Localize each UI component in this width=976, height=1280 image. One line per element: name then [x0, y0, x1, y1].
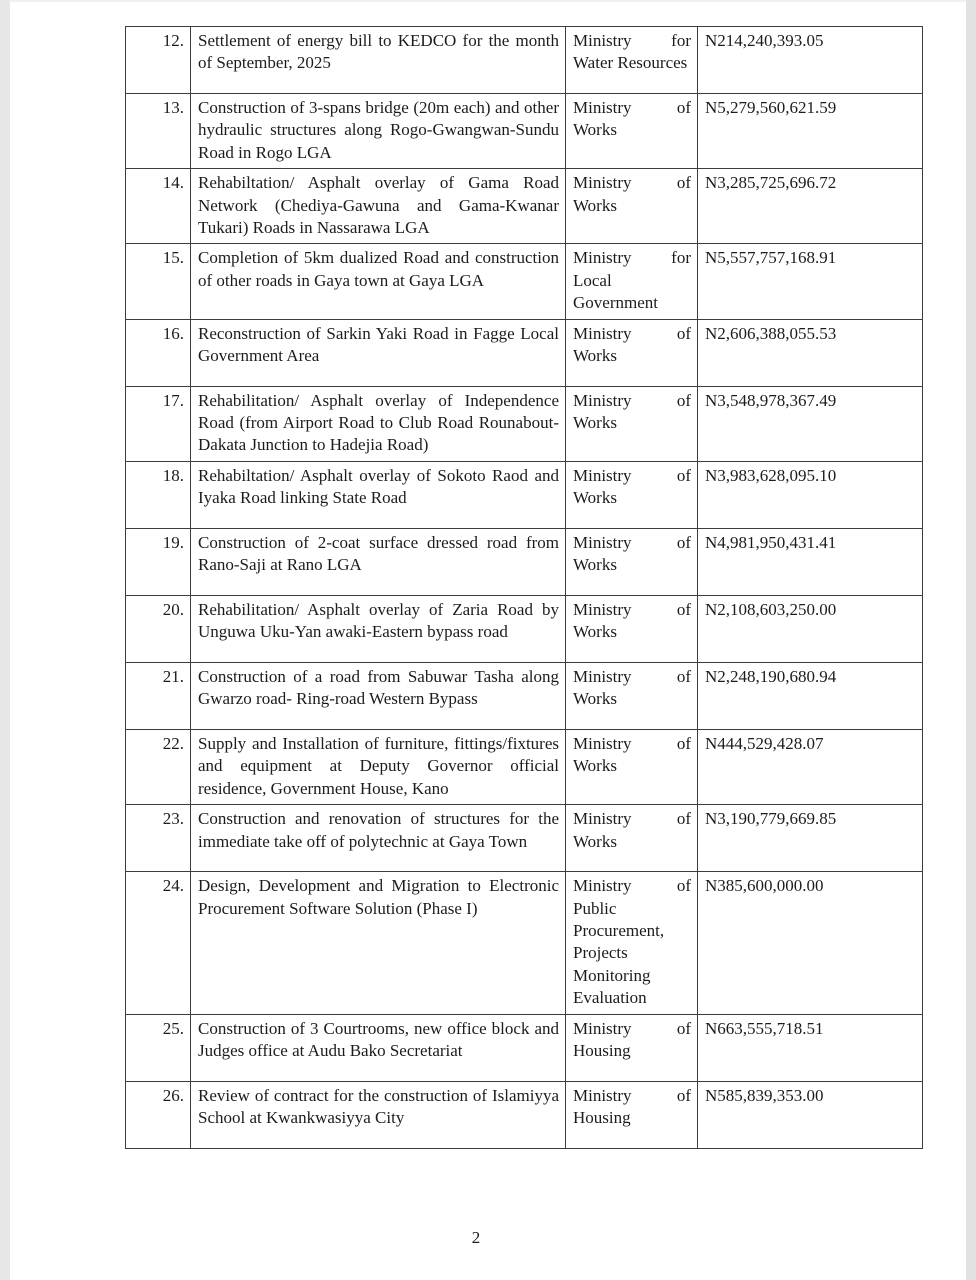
- row-serial-number: 24.: [126, 872, 191, 1014]
- row-serial-number: 15.: [126, 244, 191, 319]
- row-serial-number: 23.: [126, 805, 191, 872]
- contract-amount: N214,240,393.05: [698, 27, 923, 94]
- row-serial-number: 14.: [126, 169, 191, 244]
- row-serial-number: 26.: [126, 1081, 191, 1148]
- page-edge-left: [0, 0, 10, 1280]
- project-description: Reconstruction of Sarkin Yaki Road in Fagge Local Government Area: [191, 319, 566, 386]
- ministry-name: Ministry of Public Procurement, Projects Monitoring Evaluation: [566, 872, 698, 1014]
- ministry-name: Ministry of Works: [566, 386, 698, 461]
- table-row: [126, 595, 923, 662]
- table-row: [126, 94, 923, 169]
- project-description: Rehabilitation/ Asphalt overlay of Zaria Road by Unguwa Uku-Yan awaki-Eastern bypass road: [191, 595, 566, 662]
- contract-amount: N663,555,718.51: [698, 1014, 923, 1081]
- project-description: Design, Development and Migration to Electronic Procurement Software Solution (Phase I): [191, 872, 566, 1014]
- row-serial-number: 12.: [126, 27, 191, 94]
- table-row: [126, 461, 923, 528]
- contract-amount: N5,557,757,168.91: [698, 244, 923, 319]
- ministry-name: Ministry of Works: [566, 94, 698, 169]
- project-description: Rehabiltation/ Asphalt overlay of Sokoto Raod and Iyaka Road linking State Road: [191, 461, 566, 528]
- contract-amount: N2,606,388,055.53: [698, 319, 923, 386]
- ministry-name: Ministry of Housing: [566, 1081, 698, 1148]
- ministry-name: Ministry for Water Resources: [566, 27, 698, 94]
- ministry-name: Ministry of Works: [566, 319, 698, 386]
- table-row: [126, 805, 923, 872]
- project-description: Construction of 3-spans bridge (20m each) and other hydraulic structures along Rogo-Gwangwan-Sundu Road in Rogo LGA: [191, 94, 566, 169]
- project-description: Settlement of energy bill to KEDCO for the month of September, 2025: [191, 27, 566, 94]
- project-description: Supply and Installation of furniture, fittings/fixtures and equipment at Deputy Governor official residence, Government House, Kano: [191, 729, 566, 804]
- page-edge-right: [966, 0, 976, 1280]
- ministry-name: Ministry of Works: [566, 729, 698, 804]
- table-row: [126, 169, 923, 244]
- table-row: [126, 1081, 923, 1148]
- table-row: [126, 729, 923, 804]
- table-row: [126, 244, 923, 319]
- ministry-name: Ministry of Works: [566, 169, 698, 244]
- contract-amount: N3,285,725,696.72: [698, 169, 923, 244]
- project-description: Construction of a road from Sabuwar Tasha along Gwarzo road- Ring-road Western Bypass: [191, 662, 566, 729]
- page-edge-top: [0, 0, 976, 2]
- table-row: [126, 319, 923, 386]
- ministry-name: Ministry of Works: [566, 662, 698, 729]
- ministry-name: Ministry for Local Government: [566, 244, 698, 319]
- ministry-name: Ministry of Works: [566, 461, 698, 528]
- project-description: Rehabiltation/ Asphalt overlay of Gama Road Network (Chediya-Gawuna and Gama-Kwanar Tukari) Roads in Nassarawa LGA: [191, 169, 566, 244]
- row-serial-number: 20.: [126, 595, 191, 662]
- project-description: Review of contract for the construction of Islamiyya School at Kwankwasiyya City: [191, 1081, 566, 1148]
- project-description: Construction of 2-coat surface dressed road from Rano-Saji at Rano LGA: [191, 528, 566, 595]
- ministry-name: Ministry of Works: [566, 805, 698, 872]
- project-description: Construction and renovation of structures for the immediate take off of polytechnic at Gaya Town: [191, 805, 566, 872]
- projects-table: [125, 26, 923, 1149]
- table-row: [126, 1014, 923, 1081]
- contract-amount: N444,529,428.07: [698, 729, 923, 804]
- contract-amount: N5,279,560,621.59: [698, 94, 923, 169]
- table-row: [126, 386, 923, 461]
- ministry-name: Ministry of Works: [566, 528, 698, 595]
- row-serial-number: 21.: [126, 662, 191, 729]
- table-row: [126, 662, 923, 729]
- row-serial-number: 17.: [126, 386, 191, 461]
- contract-amount: N385,600,000.00: [698, 872, 923, 1014]
- row-serial-number: 22.: [126, 729, 191, 804]
- projects-table-body: [126, 27, 923, 1149]
- contract-amount: N3,190,779,669.85: [698, 805, 923, 872]
- ministry-name: Ministry of Housing: [566, 1014, 698, 1081]
- table-row: [126, 872, 923, 1014]
- project-description: Completion of 5km dualized Road and construction of other roads in Gaya town at Gaya LGA: [191, 244, 566, 319]
- contract-amount: N2,248,190,680.94: [698, 662, 923, 729]
- contract-amount: N585,839,353.00: [698, 1081, 923, 1148]
- project-description: Rehabilitation/ Asphalt overlay of Independence Road (from Airport Road to Club Road Rounabout-Dakata Junction to Hadejia Road): [191, 386, 566, 461]
- row-serial-number: 13.: [126, 94, 191, 169]
- row-serial-number: 18.: [126, 461, 191, 528]
- row-serial-number: 16.: [126, 319, 191, 386]
- project-description: Construction of 3 Courtrooms, new office block and Judges office at Audu Bako Secretariat: [191, 1014, 566, 1081]
- contract-amount: N2,108,603,250.00: [698, 595, 923, 662]
- row-serial-number: 19.: [126, 528, 191, 595]
- table-row: [126, 528, 923, 595]
- table-row: [126, 27, 923, 94]
- ministry-name: Ministry of Works: [566, 595, 698, 662]
- contract-amount: N3,983,628,095.10: [698, 461, 923, 528]
- contract-amount: N4,981,950,431.41: [698, 528, 923, 595]
- page-number: 2: [471, 1228, 481, 1247]
- contract-amount: N3,548,978,367.49: [698, 386, 923, 461]
- row-serial-number: 25.: [126, 1014, 191, 1081]
